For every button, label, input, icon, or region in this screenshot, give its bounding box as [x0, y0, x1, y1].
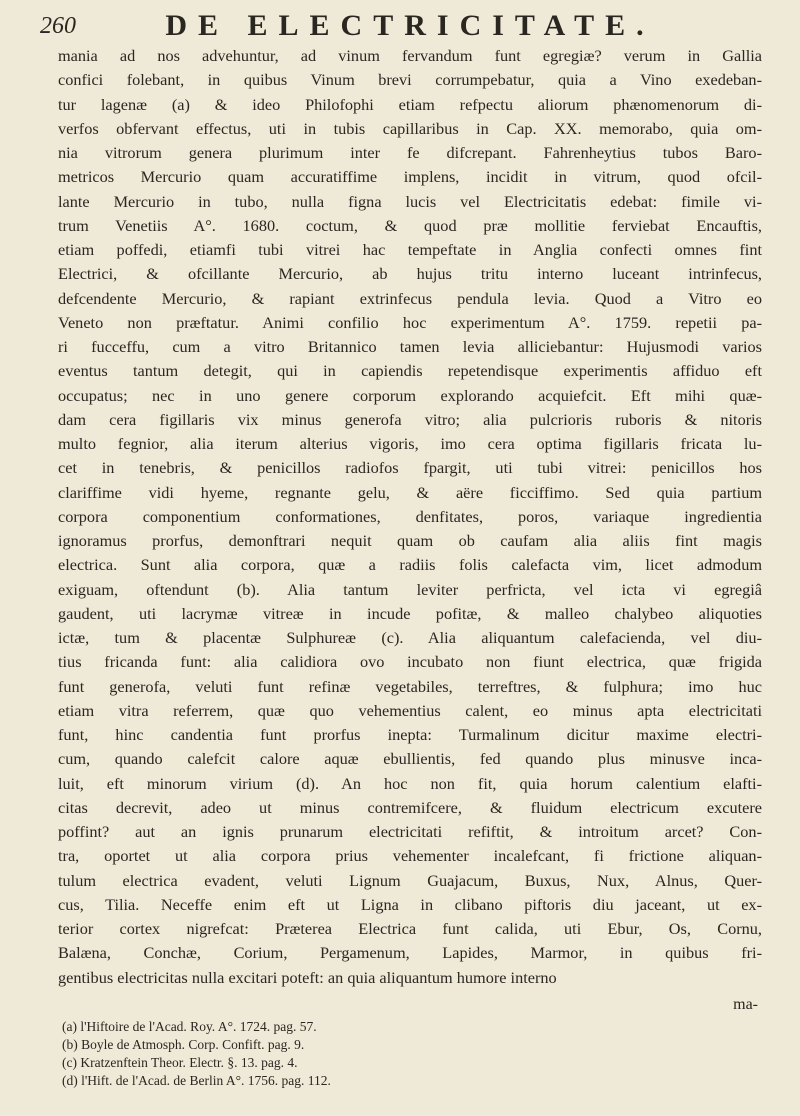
footnote: (c) Kratzenftein Theor. Electr. §. 13. pag. 4. [62, 1055, 298, 1070]
footnotes [62, 1018, 762, 1090]
text-line: poffint? aut an ignis prunarum electricitati refiftit, & introitum arcet? Con- [58, 822, 762, 841]
text-line: eventus tantum detegit, qui in capiendis repetendisque experimentis affiduo eft [58, 361, 762, 381]
text-line: ictæ, tum & placentæ Sulphureæ (c). Alia aliquantum calefacienda, vel diu- [58, 628, 762, 647]
footnote: (a) l'Hiftoire de l'Acad. Roy. A°. 1724. pag. 57. [62, 1019, 317, 1034]
text-line: gaudent, uti lacrymæ vitreæ in incude pofitæ, & malleo chalybeo aliquoties [58, 603, 762, 623]
text-line: dam cera figillaris vix minus generofa vitro; alia pulcrioris ruboris & nitoris [58, 409, 762, 429]
text-line: mania ad nos advehuntur, ad vinum fervandum funt egregiæ? verum in Gallia [58, 46, 762, 65]
text-line: nia vitrorum genera plurimum inter fe difcrepant. Fahrenheytius tubos Baro- [58, 143, 762, 162]
text-line: metricos Mercurio quam accuratiffime implens, incidit in vitrum, quod ofcil- [58, 167, 762, 187]
text-line: tulum electrica evadent, veluti Lignum Guajacum, Buxus, Nux, Alnus, Quer- [58, 870, 762, 890]
text-line: etiam vitra referrem, quæ quo vehementius calent, eo minus apta electricitati [58, 700, 762, 720]
page-header [40, 6, 760, 46]
text-line: ri fucceffu, cum a vitro Britannico tamen levia alliciebantur: Hujusmodi varios [58, 337, 762, 356]
text-line: clariffime vidi hyeme, regnante gelu, & aëre ficciffimo. Sed quia partium [58, 482, 762, 502]
text-line: multo fegnior, alia iterum alterius vigoris, imo cera optima figillaris fricata lu- [58, 434, 762, 453]
text-line: ignoramus prorfus, demonftrari nequit quam ob caufam alia aliis fint magis [58, 531, 762, 550]
text-line: cus, Tilia. Neceffe enim eft ut Ligna in clibano piftoris diu jaceant, ut ex- [58, 894, 762, 914]
text-line: terior cortex nigrefcat: Præterea Electrica funt calida, uti Ebur, Os, Cornu, [58, 919, 762, 938]
text-line: exiguam, oftendunt (b). Alia tantum leviter perfricta, vel icta vi egregiâ [58, 579, 762, 599]
text-line: tius fricanda funt: alia calidiora ovo incubato non fiunt electrica, quæ frigida [58, 652, 762, 672]
text-line: lante Mercurio in tubo, nulla figna lucis vel Electricitatis edebat: fimile vi- [58, 191, 762, 211]
footnote: (b) Boyle de Atmosph. Corp. Confift. pag. 9. [62, 1037, 305, 1052]
footnote: (d) l'Hift. de l'Acad. de Berlin A°. 1756. pag. 112. [62, 1073, 331, 1088]
page-number: 260 [40, 12, 76, 39]
text-line: funt, hinc candentia funt prorfus inepta: Turmalinum dicitur maxime electri- [58, 725, 762, 744]
catchword: ma- [733, 996, 758, 1013]
text-line: tra, oportet ut alia corpora prius vehementer incalefcant, fi frictione aliquan- [58, 846, 762, 866]
text-line: occupatus; nec in uno genere corporum explorando acquiefcit. Eft mihi quæ- [58, 385, 762, 405]
text-line: defcendente Mercurio, & rapiant extrinfecus pendula levia. Quod a Vitro eo [58, 288, 762, 308]
body-text [58, 44, 762, 990]
text-line: cet in tenebris, & penicillos radiofos fpargit, uti tubi vitrei: penicillos hos [58, 458, 762, 478]
running-title: DE ELECTRICITATE. [165, 9, 655, 42]
text-line: confici folebant, in quibus Vinum brevi corrumpebatur, quia a Vino exedeban- [58, 70, 762, 90]
text-line: gentibus electricitas nulla excitari poteft: an quia aliquantum humore interno [58, 967, 557, 987]
text-line: funt generofa, veluti funt refinæ vegetabiles, terreftres, & fulphura; imo huc [58, 676, 762, 696]
text-line: verfos obfervant effectus, uti in tubis capillaribus in Cap. XX. memorabo, quia om- [58, 118, 762, 138]
text-line: Balæna, Conchæ, Corium, Pergamenum, Lapides, Marmor, in quibus fri- [58, 943, 762, 963]
text-line: citas decrevit, adeo ut minus contremifcere, & fluidum electricum excutere [58, 797, 762, 817]
text-line: trum Venetiis A°. 1680. coctum, & quod præ mollitie ferviebat Encauftis, [58, 215, 762, 235]
text-line: Electrici, & ofcillante Mercurio, ab hujus tritu interno luceant intrinfecus, [58, 264, 762, 284]
text-line: tur lagenæ (a) & ideo Philofophi etiam refpectu aliorum phænomenorum di- [58, 94, 762, 114]
text-line: electrica. Sunt alia corpora, quæ a radiis folis calefacta vim, licet admodum [58, 555, 762, 575]
text-line: etiam poffedi, etiamfi tubi vitrei hac tempeftate in Anglia confecti omnes fint [58, 240, 762, 259]
text-line: cum, quando calefcit calore aquæ ebullientis, fed quando plus minusve inca- [58, 749, 762, 769]
text-line: luit, eft minorum virium (d). An hoc non fit, quia horum calentium elafti- [58, 773, 762, 793]
text-line: Veneto non præftatur. Animi confilio hoc experimentum A°. 1759. repetii pa- [58, 312, 762, 332]
text-line: corpora componentium conformationes, denfitates, poros, variaque ingredientia [58, 506, 762, 526]
